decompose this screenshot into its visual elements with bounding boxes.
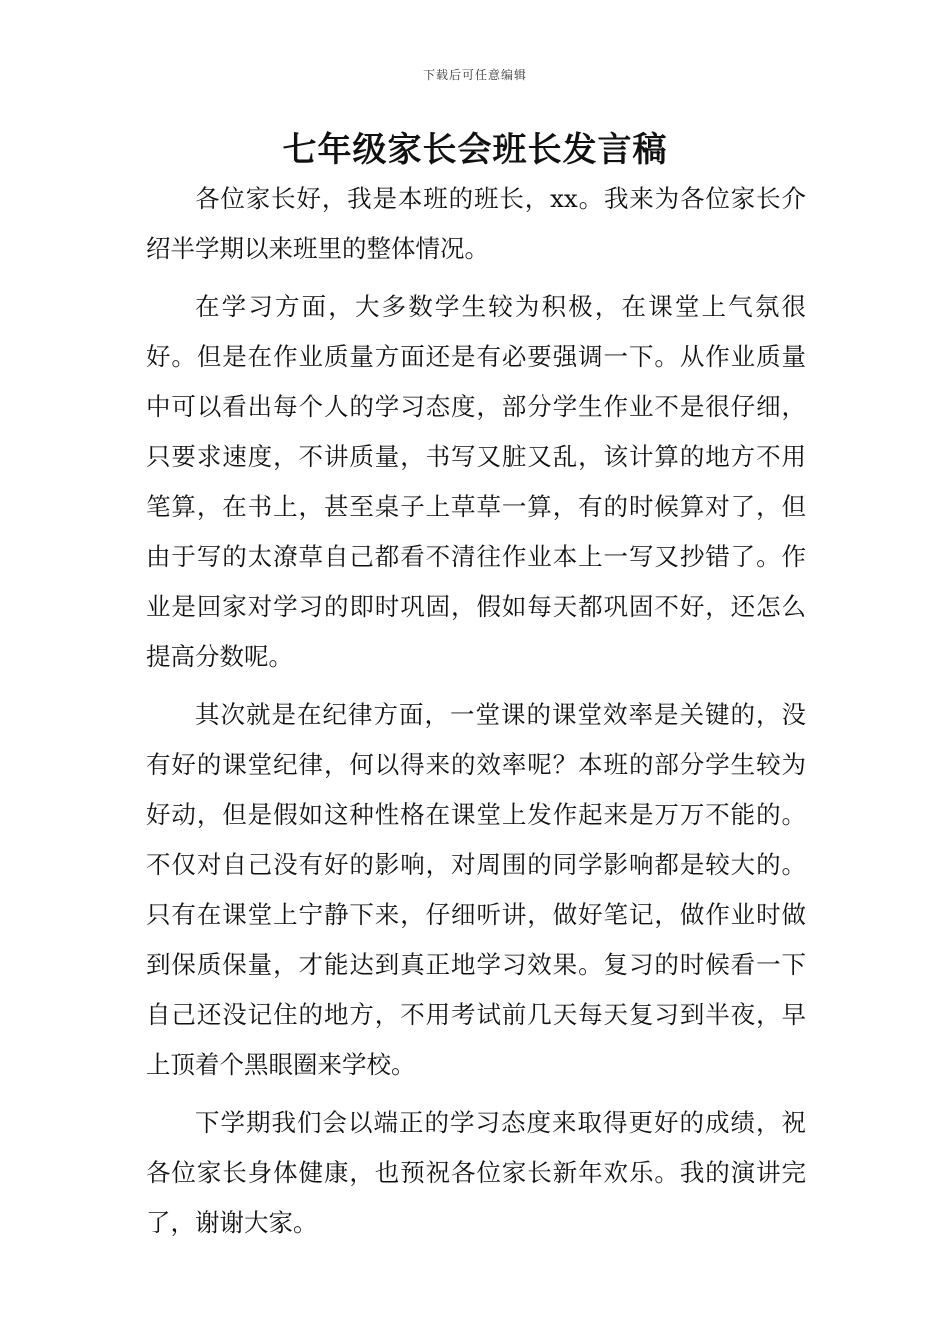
paragraph-study: 在学习方面，大多数学生较为积极，在课堂上气氛很好。但是在作业质量方面还是有必要强调一下。从作业质量中可以看出每个人的学习态度，部分学生作业不是很仔细，只要求速度，不讲质量，书写又脏又乱，该计算的地方不用笔算，在书上，甚至桌子上草草一算，有的时候算对了，但由于写的太潦草自己都看不清往作业本上一写又抄错了。作业是回家对学习的即时巩固，假如每天都巩固不好，还怎么提高分数呢。 (146, 292, 806, 671)
paragraph-closing: 下学期我们会以端正的学习态度来取得更好的成绩，祝各位家长身体健康，也预祝各位家长新年欢乐。我的演讲完了，谢谢大家。 (146, 1108, 806, 1237)
paragraph-discipline: 其次就是在纪律方面，一堂课的课堂效率是关键的，没有好的课堂纪律，何以得来的效率呢？本班的部分学生较为好动，但是假如这种性格在课堂上发作起来是万万不能的。 不仅对自己没有好的影响，对周围的同学影响都是较大的。只有在课堂上宁静下来，仔细听讲，做好笔记，做作业时做到保质保量，才能达到真正地学习效果。复习的时候看一下自己还没记住的地方，不用考试前几天每天复习到半夜，早上顶着个黑眼圈来学校。 (146, 700, 806, 1079)
document-body (146, 174, 806, 1256)
document-title: 七年级家长会班长发言稿 (282, 130, 668, 170)
header-note: 下载后可任意编辑 (422, 68, 527, 82)
paragraph-greeting: 各位家长好，我是本班的班长，xx。我来为各位家长介绍半学期以来班里的整体情况。 (146, 184, 806, 263)
